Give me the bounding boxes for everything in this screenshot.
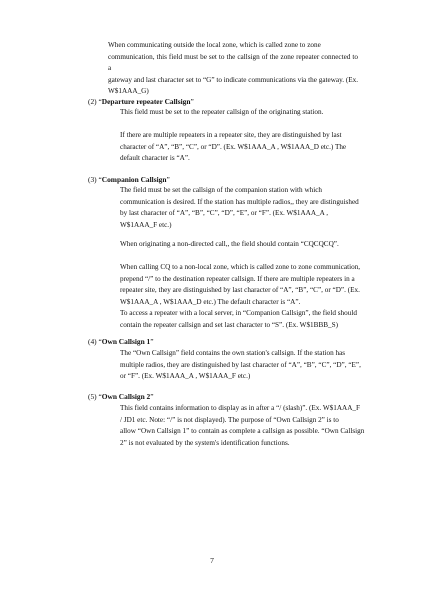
text-line: 2” is not evaluated by the system's identification functions. <box>120 438 290 447</box>
text-line: The “Own Callsign” field contains the own station's callsign. If the station has <box>120 349 346 357</box>
text-line: When calling CQ to a non-local zone, which is called zone to zone communication, <box>120 263 361 271</box>
text-line: gateway and last character set to “G” to indicate communications via the gateway. (Ex. <box>108 75 358 84</box>
quote-open: “ <box>98 337 102 346</box>
text-line: W$1AAA_G) <box>108 87 149 96</box>
text-line: prepend “/” to the destination repeater callsign. If there are multiple repeaters in a <box>120 274 355 283</box>
text-line: If there are multiple repeaters in a repeater site, they are distinguished by last <box>120 131 342 139</box>
section-heading-own-callsign-2 <box>88 391 154 402</box>
section-number: (5) <box>88 392 97 401</box>
section-title: Own Callsign 2 <box>101 392 151 401</box>
text-line: or “F”. (Ex. W$1AAA_A , W$1AAA_F etc.) <box>120 372 251 381</box>
section-number: (2) <box>88 97 97 106</box>
text-line: When communicating outside the local zone, which is called zone to zone <box>108 41 321 49</box>
section-3-paragraph-1 <box>120 185 368 231</box>
section-heading-departure-repeater <box>88 96 194 107</box>
section-title: Departure repeater Callsign <box>101 97 191 106</box>
section-3-paragraph-3 <box>120 262 368 332</box>
page-number: 7 <box>210 556 214 565</box>
section-title: Companion Callsign <box>101 175 167 184</box>
text-line: W$1AAA_F etc.) <box>120 220 172 229</box>
text-line: communication is desired. If the station has multiple radios,, they are distinguished <box>120 197 359 206</box>
text-line: repeater site, they are distinguished by last character of “A”, “B”, “C”, or “D”. (Ex. <box>120 286 360 295</box>
quote-close: ” <box>166 175 170 184</box>
section-4-paragraph-1 <box>120 348 368 383</box>
quote-open: “ <box>98 392 102 401</box>
text-line: The field must be set the callsign of the companion station with which <box>120 186 323 194</box>
section-3-paragraph-2 <box>120 239 368 251</box>
quote-open: “ <box>98 175 102 184</box>
text-line: When originating a non-directed call,, the field should contain “CQCQCQ”. <box>120 240 339 248</box>
section-2-paragraph-1 <box>120 107 368 119</box>
text-line: multiple radios, they are distinguished by last character of “A”, “B”, “C”, “D”, “E”, <box>120 360 361 369</box>
text-line: / JD1 etc. Note: “/” is not displayed). The purpose of “Own Callsign 2” is to <box>120 415 339 424</box>
section-heading-companion-callsign <box>88 174 170 185</box>
text-line: W$1AAA_A , W$1AAA_D etc.) The default character is “A”. <box>120 297 301 306</box>
text-line: allow “Own Callsign 1” to contain as complete a callsign as possible. “Own Callsign <box>120 427 365 436</box>
text-line: This field must be set to the repeater callsign of the originating station. <box>120 108 324 116</box>
quote-close: ” <box>190 97 194 106</box>
quote-open: “ <box>98 97 102 106</box>
text-line: This field contains information to display as in after a “/ (slash)”. (Ex. W$1AAA_F <box>120 404 360 412</box>
intro-paragraph <box>108 40 358 98</box>
section-number: (4) <box>88 337 97 346</box>
text-line: default character is “A”. <box>120 154 190 163</box>
section-5-paragraph-1 <box>120 403 368 449</box>
text-line: communication, this field must be set to the callsign of the zone repeater connected to a <box>108 52 358 73</box>
section-2-paragraph-2 <box>120 130 368 165</box>
text-line: by last character of “A”, “B”, “C”, “D”, “E”, or “F”. (Ex. W$1AAA_A , <box>120 209 329 218</box>
text-line: To access a repeater with a local server, in “Companion Callsign”, the field should <box>120 309 357 318</box>
text-line: character of “A”, “B”, “C”, or “D”. (Ex. W$1AAA_A , W$1AAA_D etc.) The <box>120 142 347 151</box>
section-title: Own Callsign 1 <box>101 337 151 346</box>
text-line: contain the repeater callsign and set last character to “S”. (Ex. W$1BBB_S) <box>120 320 339 329</box>
section-number: (3) <box>88 175 97 184</box>
quote-close: ” <box>150 392 154 401</box>
section-heading-own-callsign-1 <box>88 336 154 347</box>
quote-close: ” <box>150 337 154 346</box>
